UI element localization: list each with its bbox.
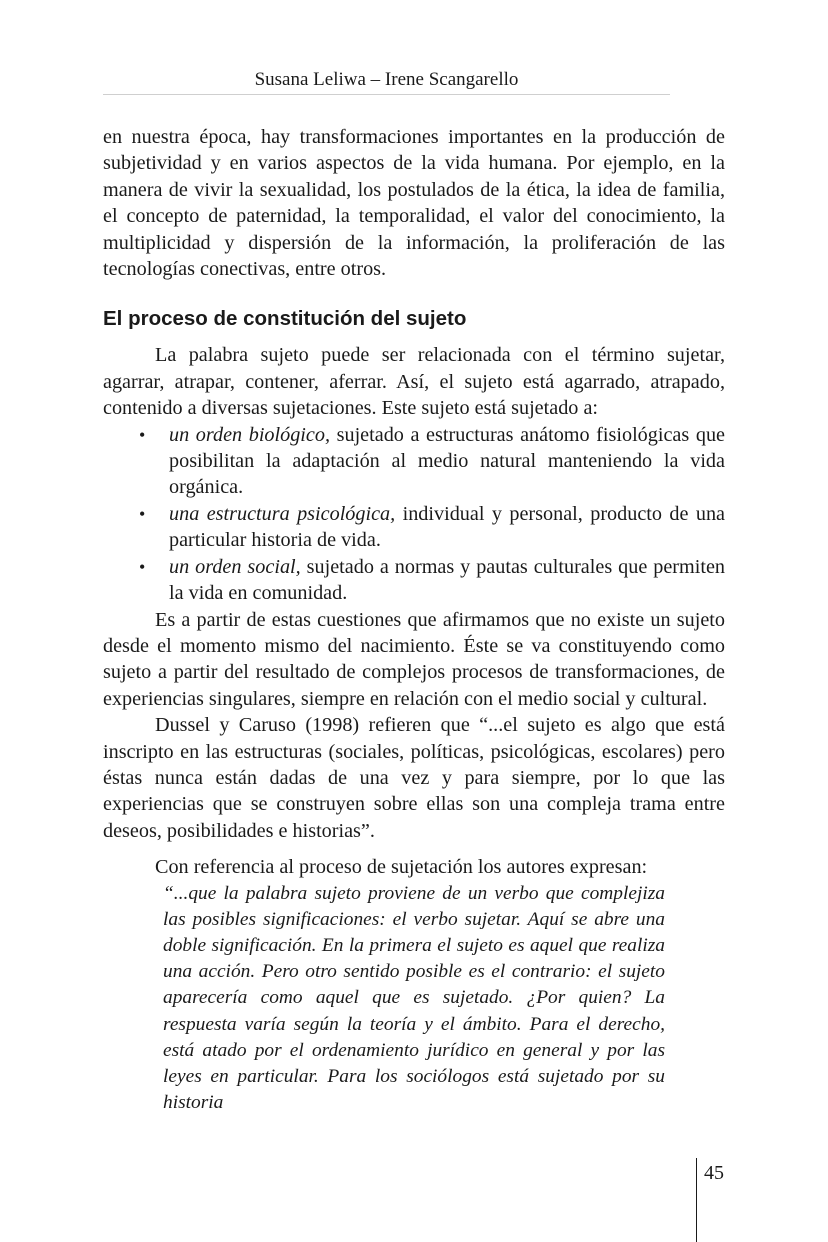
body-paragraph-2: Es a partir de estas cuestiones que afirmamos que no existe un sujeto desde el momento mismo del nacimiento. Éste se va constituyendo como sujeto a partir del resultado de complejos procesos de transformaciones, de experiencias singulares, siempre en relación con el medio social y cultural. xyxy=(103,608,725,710)
list-item-emphasis: un orden social, xyxy=(169,555,301,578)
list-item-text: individual y personal, producto de una particular historia de vida. xyxy=(169,502,725,552)
body-paragraph-3: Dussel y Caruso (1998) refieren que “...el sujeto es algo que está inscripto en las estructuras (sociales, políticas, psicológicas, escolares) pero éstas nunca están dadas de una vez y para siempre, por lo que las experiencias que se construyen sobre ellas son una compleja trama entre deseos, posibilidades e historias”. xyxy=(103,714,725,842)
bullet-icon: • xyxy=(139,556,146,577)
body-paragraph-1: La palabra sujeto puede ser relacionada con el término sujetar, agarrar, atrapar, contener, aferrar. Así, el sujeto está agarrado, atrapado, contenido a diversas sujetaciones. Este sujeto está sujetado a: xyxy=(103,344,725,420)
section-heading: El proceso de constitución del sujeto xyxy=(103,307,467,331)
page-number: 45 xyxy=(704,1162,724,1184)
running-header: Susana Leliwa – Irene Scangarello xyxy=(103,66,670,95)
list-item xyxy=(139,554,725,607)
page-body xyxy=(103,124,725,1116)
list-item-emphasis: un orden biológico, xyxy=(169,423,331,446)
bullet-list xyxy=(103,422,725,607)
list-item-emphasis: una estructura psicológica, xyxy=(169,502,396,525)
list-item xyxy=(139,422,725,501)
bullet-icon: • xyxy=(139,424,146,445)
folio-rule xyxy=(696,1158,697,1242)
block-quote: “...que la palabra sujeto proviene de un verbo que complejiza las posibles significaciones: el verbo sujetar. Aquí se abre una doble significación. En la primera el sujeto es aquel que realiza una acción. Pero otro sentido posible es el contrario: el sujeto aparecería como aquel que es sujetado. ¿Por quien? La respuesta varía según la teoría y el ámbito. Para el derecho, está atado por el ordenamiento jurídico en general y por las leyes en particular. Para los sociólogos está sujetado por su historia xyxy=(163,882,665,1114)
list-item-text: sujetado a estructuras anátomo fisiológicas que posibilitan la adaptación al medio natural manteniendo la vida orgánica. xyxy=(169,423,725,499)
bullet-icon: • xyxy=(139,503,146,524)
intro-paragraph: en nuestra época, hay transformaciones importantes en la producción de subjetividad y en varios aspectos de la vida humana. Por ejemplo, en la manera de vivir la sexualidad, los postulados de la ética, la idea de familia, el concepto de paternidad, la temporalidad, el valor del conocimiento, la multiplicidad y dispersión de la información, la proliferación de las tecnologías conectivas, entre otros. xyxy=(103,126,725,281)
quote-intro: Con referencia al proceso de sujetación los autores expresan: xyxy=(155,856,648,879)
list-item xyxy=(139,501,725,554)
list-item-text: sujetado a normas y pautas culturales que permiten la vida en comunidad. xyxy=(169,555,725,605)
